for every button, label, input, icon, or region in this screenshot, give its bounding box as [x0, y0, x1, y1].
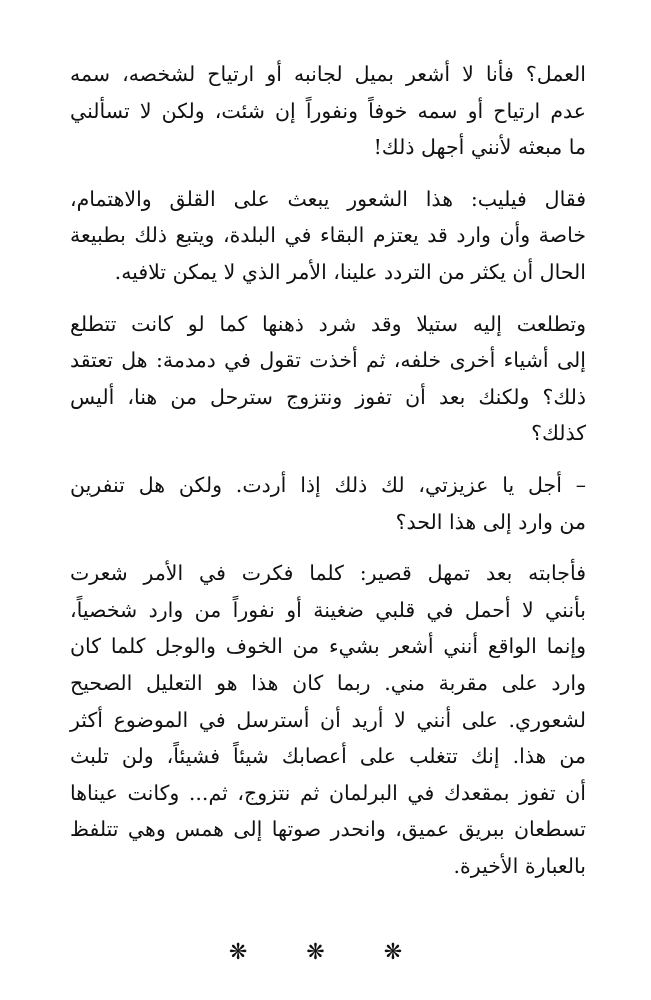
paragraph-3	[70, 306, 586, 452]
text-line: لشعوري. على أنني لا أريد أن أسترسل في الموضوع أكثر	[70, 707, 586, 732]
text-line: خاصة وأن وارد قد يعتزم البقاء في البلدة، ويتبع ذلك بطبيعة	[70, 223, 586, 248]
book-page-text	[70, 56, 586, 899]
section-separator	[0, 940, 651, 965]
paragraph-2	[70, 181, 586, 291]
paragraph-1	[70, 56, 586, 166]
text-line: تسطعان ببريق عميق، وانحدر صوتها إلى همس وهي تتلفظ	[70, 817, 586, 842]
text-line: كذلك؟	[531, 421, 586, 446]
text-line: بالعبارة الأخيرة.	[453, 853, 586, 878]
asterism-icon: ❋	[383, 940, 423, 965]
text-line: وإنما الواقع أنني أشعر بشيء من الخوف والوجل كلما كان	[70, 634, 586, 659]
asterism-icon: ❋	[306, 940, 345, 965]
paragraph-4	[70, 467, 586, 540]
text-line: إلى أشياء أخرى خلفه، ثم أخذت تقول في دمدمة: هل تعتقد	[70, 348, 586, 373]
text-line: أن تفوز بمقعدك في البرلمان ثم نتزوج، ثم... وكانت عيناها	[70, 780, 586, 805]
text-line: بأنني لا أحمل في قلبي ضغينة أو نفوراً من وارد شخصياً،	[70, 597, 586, 622]
text-line: وارد على مقربة مني. ربما كان هذا هو التعليل الصحيح	[70, 670, 586, 695]
text-line: فقال فيليب: هذا الشعور يبعث على القلق والاهتمام،	[70, 186, 586, 211]
text-line: من وارد إلى هذا الحد؟	[395, 509, 586, 534]
text-line: فأجابته بعد تمهل قصير: كلما فكرت في الأمر شعرت	[70, 561, 586, 586]
paragraph-5	[70, 555, 586, 884]
asterism-icon: ❋	[228, 940, 268, 965]
text-line: وتطلعت إليه ستيلا وقد شرد ذهنها كما لو كانت تتطلع	[70, 311, 586, 336]
text-line: ذلك؟ ولكنك بعد أن تفوز ونتزوج سترحل من هنا، أليس	[70, 384, 586, 409]
text-line: العمل؟ فأنا لا أشعر بميل لجانبه أو ارتياح لشخصه، سمه	[70, 62, 586, 86]
text-line: – أجل يا عزيزتي، لك ذلك إذا أردت. ولكن هل تنفرين	[70, 472, 586, 497]
text-line: من هذا. إنك تتغلب على أعصابك شيئاً فشيئاً، ولن تلبث	[70, 744, 586, 769]
text-line: ما مبعثه لأنني أجهل ذلك!	[373, 135, 586, 160]
text-line: الحال أن يكثر من التردد علينا، الأمر الذي لا يمكن تلافيه.	[114, 259, 586, 284]
text-line: عدم ارتياح أو سمه خوفاً ونفوراً إن شئت، ولكن لا تسألني	[70, 98, 586, 123]
